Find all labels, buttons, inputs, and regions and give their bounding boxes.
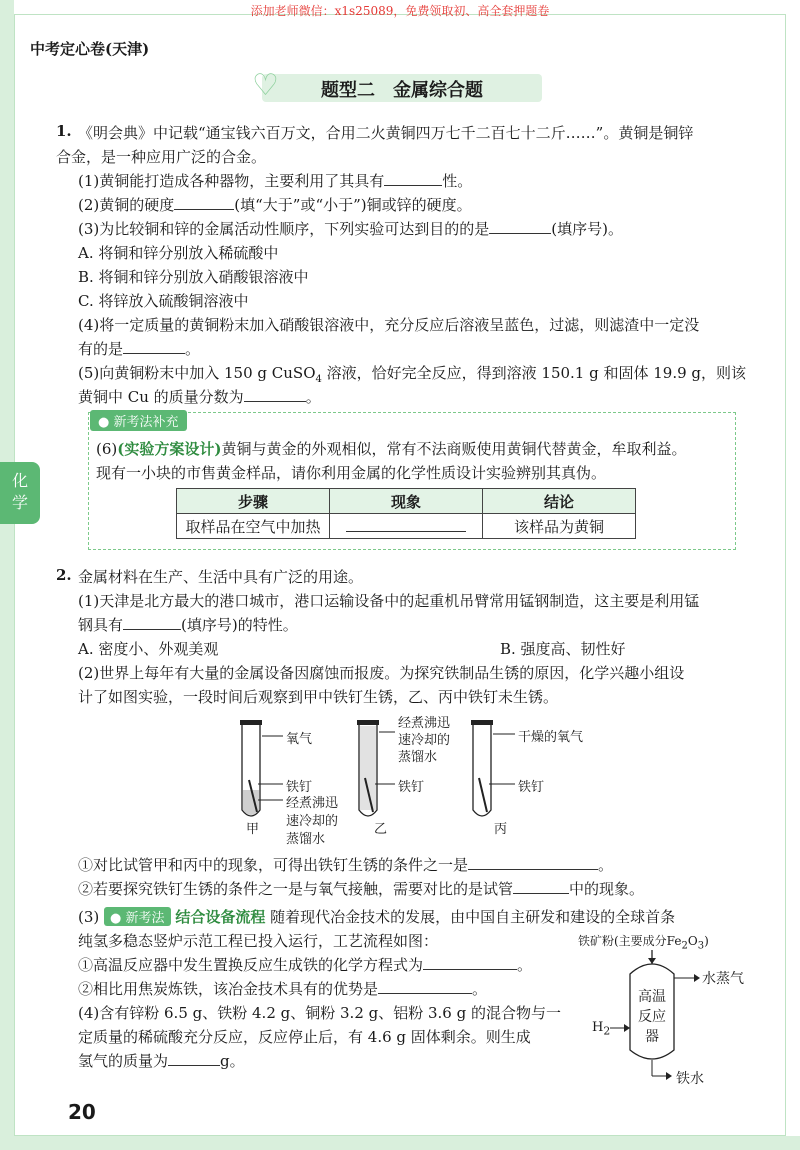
table-row <box>177 514 636 539</box>
q2-part3-sub2 <box>78 978 487 999</box>
q2-part2-line1: (2)世界上每年有大量的金属设备因腐蚀而报废。为探究铁制品生锈的原因，化学兴趣小组设 <box>78 664 685 682</box>
test-tube-diagram <box>225 712 565 832</box>
tube-name-yi: 乙 <box>374 822 388 837</box>
question-2-number: 2. <box>56 566 72 584</box>
heart-icon: ♡ <box>252 68 279 103</box>
q1-part6-line2: 现有一小块的市售黄金样品，请你利用金属的化学性质设计实验辨别其真伪。 <box>96 464 607 482</box>
q1-part1 <box>78 170 472 191</box>
q2-sub2-text: ②若要探究铁钉生锈的条件之一是与氧气接触，需要对比的是试管 <box>78 880 514 898</box>
table-header-cell: 步骤 <box>177 489 330 514</box>
label-nail-yi: 铁钉 <box>398 780 425 795</box>
tube-yi <box>357 720 395 816</box>
subject-tab-char-2: 学 <box>11 493 28 512</box>
label-water-jia-1: 经煮沸迅 <box>286 796 339 811</box>
label-water-yi-3: 蒸馏水 <box>398 750 438 765</box>
subscript: 2 <box>603 1024 611 1038</box>
experiment-table <box>176 488 636 539</box>
ore-o: O <box>687 934 698 948</box>
q2-part3-sub1-end: 。 <box>517 956 533 974</box>
q1-part6-line1 <box>96 438 686 459</box>
q2-part3-sub1-text: ①高温反应器中发生置换反应生成铁的化学方程式为 <box>78 956 424 974</box>
answer-blank[interactable] <box>423 955 517 970</box>
answer-blank[interactable] <box>384 171 442 186</box>
q2-part4-line1: (4)含有锌粉 6.5 g、铁粉 4.2 g、铜粉 3.2 g、铝粉 3.6 g 的混合物与一 <box>78 1004 561 1022</box>
q2-part3-sub2-end: 。 <box>472 980 488 998</box>
new-method-badge-label: 新考法补充 <box>113 415 179 430</box>
label-dry-oxygen: 干燥的氧气 <box>518 730 584 745</box>
bulb-icon: ● <box>98 415 114 430</box>
q2-part2-line2: 计了如图实验，一段时间后观察到甲中铁钉生锈，乙、丙中铁钉未生锈。 <box>78 688 559 706</box>
label-nail-jia: 铁钉 <box>286 780 313 795</box>
q2-part1-text: 钢具有 <box>78 616 124 634</box>
label-h2 <box>592 1020 610 1038</box>
page-number: 20 <box>68 1100 96 1124</box>
answer-blank[interactable] <box>378 979 472 994</box>
table-header-cell: 结论 <box>483 489 636 514</box>
answer-blank[interactable] <box>244 387 306 402</box>
q1-part5-text3: 黄铜中 Cu 的质量分数为 <box>78 388 244 406</box>
q2-part3-sub2-text: ②相比用焦炭炼铁，该冶金技术具有的优势是 <box>78 980 379 998</box>
q1-part1-text: (1)黄铜能打造成各种器物，主要利用了其具有 <box>78 172 385 190</box>
q2-sub2-end: 中的现象。 <box>569 880 645 898</box>
label-water-yi-2: 速冷却的 <box>398 733 451 748</box>
new-method-badge <box>90 410 187 431</box>
subject-tab-char-1: 化 <box>11 471 28 490</box>
label-water-jia-3: 蒸馏水 <box>286 832 326 847</box>
label-nail-bing: 铁钉 <box>518 780 545 795</box>
answer-blank[interactable] <box>174 195 234 210</box>
table-header-row <box>177 489 636 514</box>
h2-text: H <box>592 1020 604 1035</box>
left-border-stripe <box>0 0 14 1150</box>
q2-option-b: B. 强度高、韧性好 <box>500 640 626 658</box>
q1-part5-text: (5)向黄铜粉末中加入 150 g CuSO <box>78 364 316 382</box>
q1-part5-text2: 溶液，恰好完全反应，得到溶液 150.1 g 和固体 19.9 g，则该 <box>321 364 747 382</box>
q2-option-a: A. 密度小、外观美观 <box>78 640 219 658</box>
label-molten-iron: 铁水 <box>676 1071 704 1087</box>
q1-part3 <box>78 218 623 239</box>
q1-part1-end: 性。 <box>442 172 473 190</box>
reactor-label-3: 器 <box>645 1029 659 1045</box>
q1-part2-text: (2)黄铜的硬度 <box>78 196 175 214</box>
q1-option-b: B. 将铜和锌分别放入硝酸银溶液中 <box>78 268 309 286</box>
q1-part5-line2 <box>78 386 321 407</box>
q1-part4-end: 。 <box>185 340 201 358</box>
section-title: 题型二 金属综合题 <box>321 80 483 101</box>
q1-part4-text: 有的是 <box>78 340 124 358</box>
question-1-number: 1. <box>56 122 72 140</box>
q2-part4-end: g。 <box>220 1052 245 1070</box>
q2-part1-end: (填序号)的特性。 <box>181 616 298 634</box>
q1-option-c: C. 将锌放入硫酸铜溶液中 <box>78 292 249 310</box>
q2-part3-sub1 <box>78 954 532 975</box>
subscript: 2 <box>681 940 688 952</box>
subscript: 4 <box>315 374 322 385</box>
label-steam: 水蒸气 <box>702 971 744 987</box>
ore-text: 铁矿粉(主要成分Fe <box>578 934 682 948</box>
q1-part2 <box>78 194 472 215</box>
q2-stem: 金属材料在生产、生活中具有广泛的用途。 <box>78 568 364 586</box>
watermark: 添加老师微信：x1s25089，免费领取初、高全套押题卷 <box>250 4 550 18</box>
q2-part3-line2: 纯氢多稳态竖炉示范工程已投入运行，工艺流程如图： <box>78 932 439 950</box>
answer-blank[interactable] <box>513 879 569 894</box>
tube-jia <box>240 720 283 816</box>
answer-blank[interactable] <box>123 339 185 354</box>
q2-part4-line2: 定质量的稀硫酸充分反应，反应停止后，有 4.6 g 固体剩余。则生成 <box>78 1028 531 1046</box>
answer-blank[interactable] <box>168 1051 220 1066</box>
table-header-cell: 现象 <box>330 489 483 514</box>
q1-part5-line1 <box>78 362 746 385</box>
book-title: 中考定心卷(天津) <box>30 40 150 58</box>
table-cell-blank[interactable] <box>330 514 483 539</box>
new-method-badge-inline-label: 新考法 <box>125 911 165 926</box>
q1-stem-line2: 合金，是一种应用广泛的合金。 <box>56 148 267 166</box>
subscript: 3 <box>697 940 705 952</box>
q1-part4-line2 <box>78 338 200 359</box>
reactor-label-2: 反应 <box>638 1009 666 1025</box>
q1-part6-tag: (实验方案设计) <box>117 440 222 458</box>
q1-stem-line1: 《明会典》中记载“通宝钱六百万文，合用二火黄铜四万七千二百七十二斤……”。黄铜是铜锌 <box>78 124 694 142</box>
label-water-yi-1: 经煮沸迅 <box>398 716 451 731</box>
q2-part4-text: 氢气的质量为 <box>78 1052 169 1070</box>
table-cell: 取样品在空气中加热 <box>177 514 330 539</box>
section-banner <box>252 68 542 103</box>
table-cell: 该样品为黄铜 <box>483 514 636 539</box>
reactor-label-1: 高温 <box>638 989 666 1005</box>
tube-bing <box>471 720 515 816</box>
q1-part2-end: (填“大于”或“小于”)铜或锌的硬度。 <box>234 196 472 214</box>
q2-part3-num: (3) <box>78 908 100 926</box>
bulb-icon: ● <box>110 911 126 926</box>
label-oxygen: 氧气 <box>286 732 313 747</box>
q1-part3-text: (3)为比较铜和锌的金属活动性顺序，下列实验可达到目的的是 <box>78 220 490 238</box>
q2-sub1-end: 。 <box>598 856 614 874</box>
q1-part5-end: 。 <box>305 388 321 406</box>
q1-part3-end: (填序号)。 <box>551 220 623 238</box>
q2-sub1-text: ①对比试管甲和丙中的现象，可得出铁钉生锈的条件之一是 <box>78 856 469 874</box>
q2-part4-line3 <box>78 1050 245 1071</box>
q2-part1-line2 <box>78 614 298 635</box>
q1-part6-num: (6) <box>96 440 118 458</box>
answer-blank[interactable] <box>123 615 181 630</box>
q2-part3-text: 随着现代冶金技术的发展，由中国自主研发和建设的全球首条 <box>270 908 676 926</box>
answer-blank[interactable] <box>468 855 598 870</box>
new-method-badge-inline <box>104 907 171 926</box>
subject-tab <box>0 462 40 524</box>
bottom-border-stripe <box>0 1136 800 1150</box>
label-water-jia-2: 速冷却的 <box>286 814 339 829</box>
q2-sub1 <box>78 854 613 875</box>
ore-close: ) <box>704 934 709 948</box>
answer-blank[interactable] <box>489 219 551 234</box>
tube-name-jia: 甲 <box>246 822 260 837</box>
q2-part3-tag: 结合设备流程 <box>175 908 266 926</box>
q2-part1-line1: (1)天津是北方最大的港口城市，港口运输设备中的起重机吊臂常用锰钢制造，这主要是利用锰 <box>78 592 700 610</box>
q1-part4-line1: (4)将一定质量的黄铜粉末加入硝酸银溶液中，充分反应后溶液呈蓝色，过滤，则滤渣中一定没 <box>78 316 700 334</box>
q1-part6-text: 黄铜与黄金的外观相似，常有不法商贩使用黄铜代替黄金，牟取利益。 <box>221 440 687 458</box>
q2-sub2 <box>78 878 644 899</box>
tube-name-bing: 丙 <box>494 822 508 837</box>
q1-option-a: A. 将铜和锌分别放入稀硫酸中 <box>78 244 279 262</box>
q2-part3-line1 <box>78 906 675 927</box>
